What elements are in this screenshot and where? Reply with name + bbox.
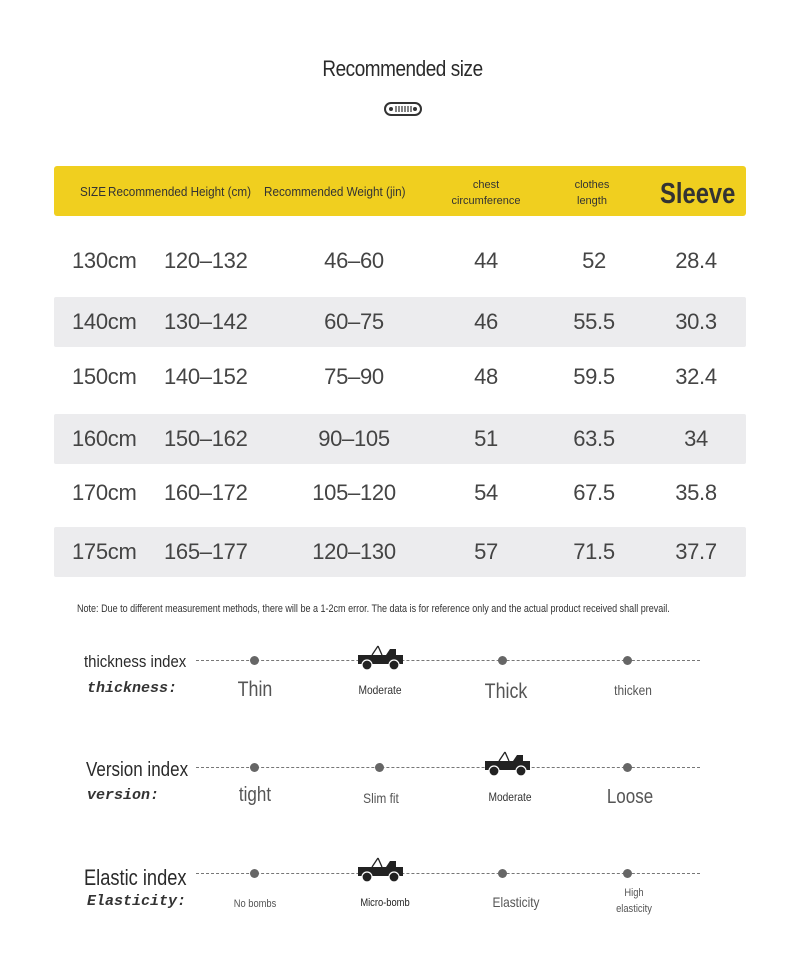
scale-dot [250, 656, 259, 665]
measurement-note: Note: Due to different measurement methods, there will be a 1-2cm error. The data is for reference only and the actual product received shall prevail. [77, 603, 670, 615]
index-sublabel: version: [87, 787, 160, 804]
cell-length: 67.5 [573, 480, 615, 505]
scale-dot [498, 656, 507, 665]
cell-size: 160cm [72, 426, 137, 451]
jeep-icon [356, 645, 404, 671]
option-label-selected: Moderate [488, 790, 532, 804]
cell-height: 140–152 [164, 364, 248, 389]
index-label: Version index [86, 759, 189, 781]
cell-size: 170cm [72, 480, 137, 505]
cell-sleeve: 30.3 [675, 309, 717, 334]
cell-sleeve: 34 [684, 426, 708, 451]
scale-dot [250, 869, 259, 878]
cell-weight: 105–120 [312, 480, 396, 505]
cell-height: 120–132 [164, 248, 248, 273]
header-height: Recommended Height (cm) [108, 184, 252, 199]
cell-chest: 44 [474, 248, 498, 273]
header-sleeve: Sleeve [660, 178, 736, 210]
index-sublabel: thickness: [87, 680, 178, 697]
cell-chest: 48 [474, 364, 498, 389]
cell-height: 130–142 [164, 309, 248, 334]
cell-weight: 120–130 [312, 539, 396, 564]
scale-dot [623, 869, 632, 878]
option-label: thicken [614, 682, 652, 698]
option-label: Loose [606, 786, 654, 808]
cell-sleeve: 35.8 [675, 480, 717, 505]
table-row [54, 468, 746, 518]
scale-dot [623, 656, 632, 665]
table-row [54, 414, 746, 464]
table-row [54, 297, 746, 347]
option-label: tight [238, 784, 272, 806]
cell-chest: 51 [474, 426, 498, 451]
option-label: No bombs [233, 898, 277, 910]
index-label: thickness index [84, 652, 187, 671]
cell-size: 175cm [72, 539, 137, 564]
cell-height: 160–172 [164, 480, 248, 505]
scale-dot [498, 869, 507, 878]
index-label: Elastic index [84, 865, 187, 890]
scale-dot [623, 763, 632, 772]
cell-sleeve: 28.4 [675, 248, 717, 273]
cell-length: 59.5 [573, 364, 615, 389]
table-row [54, 527, 746, 577]
cell-chest: 57 [474, 539, 498, 564]
cell-length: 52 [582, 248, 606, 273]
cell-sleeve: 37.7 [675, 539, 717, 564]
cell-sleeve: 32.4 [675, 364, 717, 389]
cell-size: 140cm [72, 309, 137, 334]
table-row [54, 236, 746, 286]
cell-size: 150cm [72, 364, 137, 389]
scale-dot [250, 763, 259, 772]
cell-weight: 60–75 [324, 309, 384, 334]
cell-height: 165–177 [164, 539, 248, 564]
option-label-selected: Micro-bomb [360, 897, 410, 909]
cell-weight: 75–90 [324, 364, 384, 389]
jeep-icon [356, 857, 404, 883]
page-title: Recommended size [322, 56, 483, 81]
cell-length: 63.5 [573, 426, 615, 451]
option-label: Elasticity [492, 894, 540, 910]
header-weight: Recommended Weight (jin) [264, 184, 406, 199]
cell-weight: 90–105 [318, 426, 390, 451]
option-label-selected: Moderate [358, 683, 402, 697]
header-length: clothes length [574, 179, 610, 207]
header-size: SIZE [80, 184, 107, 199]
cell-chest: 46 [474, 309, 498, 334]
option-label: High elasticity [616, 887, 652, 915]
option-label: Slim fit [363, 790, 399, 806]
size-table-header [54, 166, 746, 216]
car-grille-icon [384, 101, 422, 117]
table-row [54, 352, 746, 402]
cell-weight: 46–60 [324, 248, 384, 273]
option-label: Thin [237, 678, 273, 701]
cell-height: 150–162 [164, 426, 248, 451]
cell-size: 130cm [72, 248, 137, 273]
cell-length: 55.5 [573, 309, 615, 334]
header-chest: chest circumference [451, 179, 521, 207]
jeep-icon [483, 751, 531, 777]
cell-chest: 54 [474, 480, 498, 505]
index-sublabel: Elasticity: [87, 893, 187, 910]
cell-length: 71.5 [573, 539, 615, 564]
option-label: Thick [484, 680, 528, 703]
scale-dot [375, 763, 384, 772]
